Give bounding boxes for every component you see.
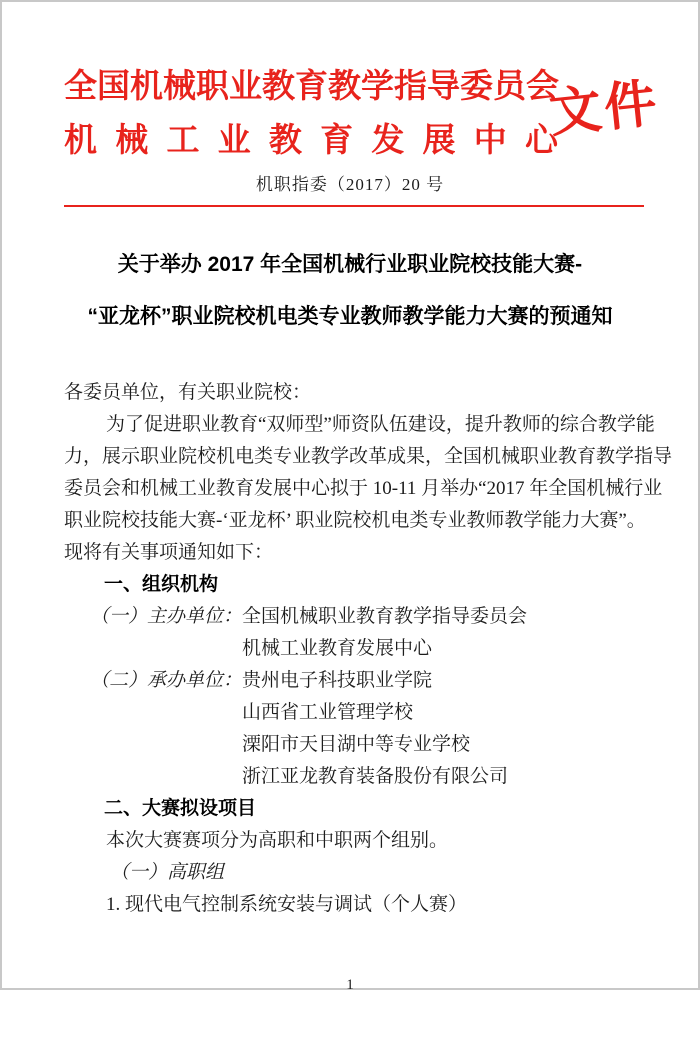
group-label-gaozhi: （一）高职组 xyxy=(110,862,225,883)
paragraph-line: 现将有关事项通知如下： xyxy=(64,542,274,563)
title-line2: “亚龙杯”职业院校机电类专业教师教学能力大赛的预通知 xyxy=(87,305,613,328)
paragraph-line: 职业院校技能大赛-‘亚龙杯’ 职业院校机电类专业教师教学能力大赛”。 xyxy=(64,510,646,531)
organizer-unit-value2: 山西省工业管理学校 xyxy=(242,702,414,723)
title-line1: 关于举办 2017 年全国机械行业职业院校技能大赛- xyxy=(117,253,583,276)
document-number: 机职指委（2017）20 号 xyxy=(255,175,445,194)
salutation: 各委员单位，有关职业院校： xyxy=(64,382,312,403)
org-name-line2: 机械工业教育发展中心 xyxy=(64,123,558,159)
paragraph-line: 委员会和机械工业教育发展中心拟于 10-11 月举办“2017 年全国机械行业 xyxy=(64,478,663,499)
paragraph-line: 力，展示职业院校机电类专业教学改革成果，全国机械职业教育教学指导 xyxy=(64,446,673,467)
paragraph-line: 为了促进职业教育“双师型”师资队伍建设，提升教师的综合教学能 xyxy=(106,414,655,435)
page-number: 1 xyxy=(346,977,354,993)
organizer-unit-value1: 贵州电子科技职业学院 xyxy=(242,670,433,691)
document-body xyxy=(64,377,673,921)
section2-intro: 本次大赛赛项分为高职和中职两个组别。 xyxy=(106,830,449,851)
organizer-unit-row xyxy=(64,665,644,697)
section1-heading: 一、组织机构 xyxy=(104,574,219,595)
red-separator-line xyxy=(64,205,644,207)
org-name-line1: 全国机械职业教育教学指导委员会 xyxy=(64,69,559,105)
document-page xyxy=(2,60,698,1046)
organizer-unit-value3: 溧阳市天目湖中等专业学校 xyxy=(242,734,471,755)
host-unit-row xyxy=(64,601,644,633)
organizer-unit-label: （二）承办单位： xyxy=(90,670,243,691)
host-unit-label: （一）主办单位： xyxy=(90,606,243,627)
section2-heading: 二、大赛拟设项目 xyxy=(104,798,257,819)
issuing-org-names xyxy=(64,60,558,168)
document-title xyxy=(2,239,698,343)
document-letterhead xyxy=(64,60,698,168)
organizer-unit-value4: 浙江亚龙教育装备股份有限公司 xyxy=(242,766,509,787)
document-mark-wenjian: 文件 xyxy=(546,75,663,144)
contest-item-1: 1. 现代电气控制系统安装与调试（个人赛） xyxy=(106,894,468,915)
host-unit-value2: 机械工业教育发展中心 xyxy=(242,638,433,659)
host-unit-value1: 全国机械职业教育教学指导委员会 xyxy=(242,606,528,627)
